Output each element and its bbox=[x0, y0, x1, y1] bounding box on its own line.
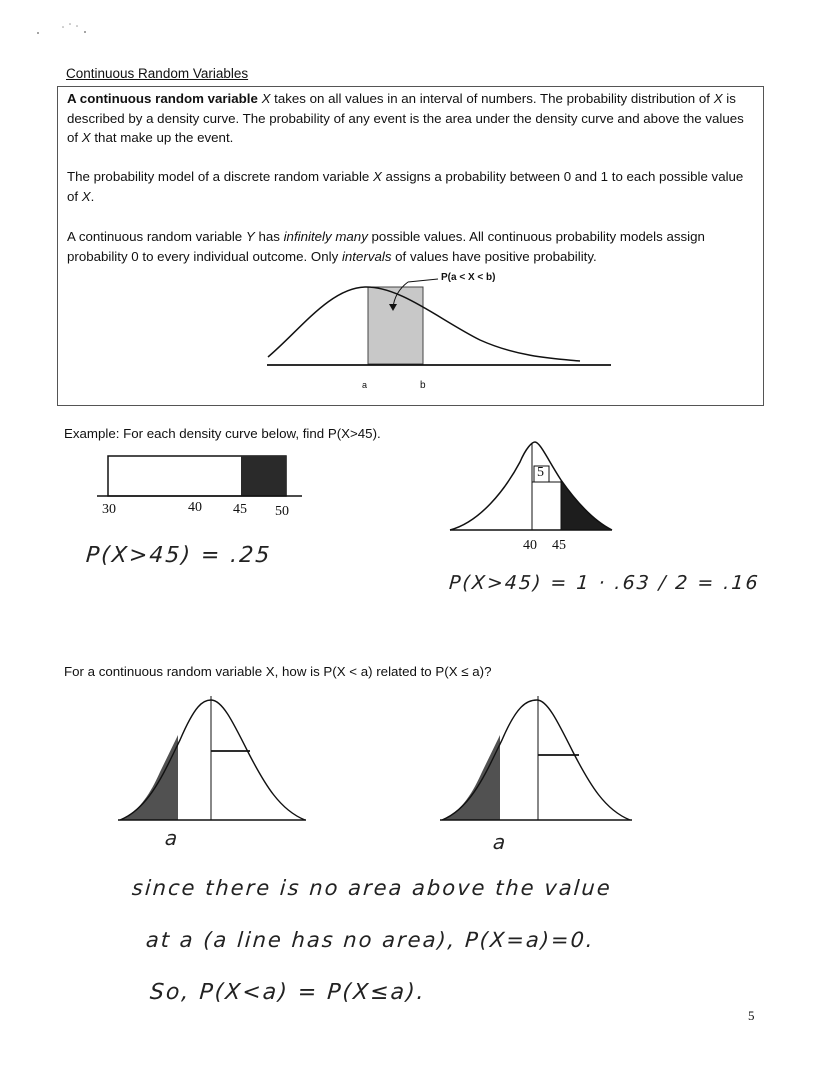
right-normal-curve bbox=[440, 696, 632, 820]
triangle-answer-handwritten: P(X>45) = 1 · .63 / 2 = .16 bbox=[448, 572, 761, 594]
left-normal-curve bbox=[118, 696, 306, 820]
right-curve-label-a: a bbox=[492, 830, 509, 854]
question-prompt: For a continuous random variable X, how is P(X < a) related to P(X ≤ a)? bbox=[64, 664, 492, 679]
uniform-tick-45: 45 bbox=[233, 502, 247, 517]
example-prompt: Example: For each density curve below, find P(X>45). bbox=[64, 426, 381, 441]
uniform-tick-50: 50 bbox=[275, 504, 289, 519]
answer-line-3: So, P(X<a) = P(X≤a). bbox=[149, 980, 427, 1005]
axis-label-b: b bbox=[420, 380, 426, 391]
triangle-height-label: 5 bbox=[537, 465, 544, 480]
answer-line-1: since there is no area above the value bbox=[131, 876, 613, 900]
triangle-tick-40: 40 bbox=[523, 538, 537, 553]
uniform-tick-40: 40 bbox=[188, 500, 202, 515]
page-number: 5 bbox=[748, 1008, 755, 1023]
triangle-tick-45: 45 bbox=[552, 538, 566, 553]
section-heading: Continuous Random Variables bbox=[66, 66, 249, 81]
answer-line-2: at a (a line has no area), P(X=a)=0. bbox=[145, 928, 596, 952]
definition-paragraph-2: The probability model of a discrete random variable X assigns a probability between 0 and 1 to each possible value of X. bbox=[67, 169, 744, 204]
left-curve-label-a: a bbox=[164, 826, 181, 850]
probability-label: P(a < X < b) bbox=[441, 272, 496, 283]
axis-label-a: a bbox=[362, 380, 368, 390]
uniform-answer-handwritten: P(X>45) = .25 bbox=[85, 543, 273, 568]
uniform-tick-30: 30 bbox=[102, 502, 116, 517]
definition-paragraph-1: A continuous random variable X takes on all values in an interval of numbers. The probability distribution of X is described by a density curve. The probability of any event is the area under the density curve and above the values of X that make up the event. bbox=[67, 91, 744, 145]
definition-paragraph-3: A continuous random variable Y has infinitely many possible values. All continuous probability models assign probability 0 to every individual outcome. Only intervals of values have positive probability. bbox=[67, 229, 705, 264]
